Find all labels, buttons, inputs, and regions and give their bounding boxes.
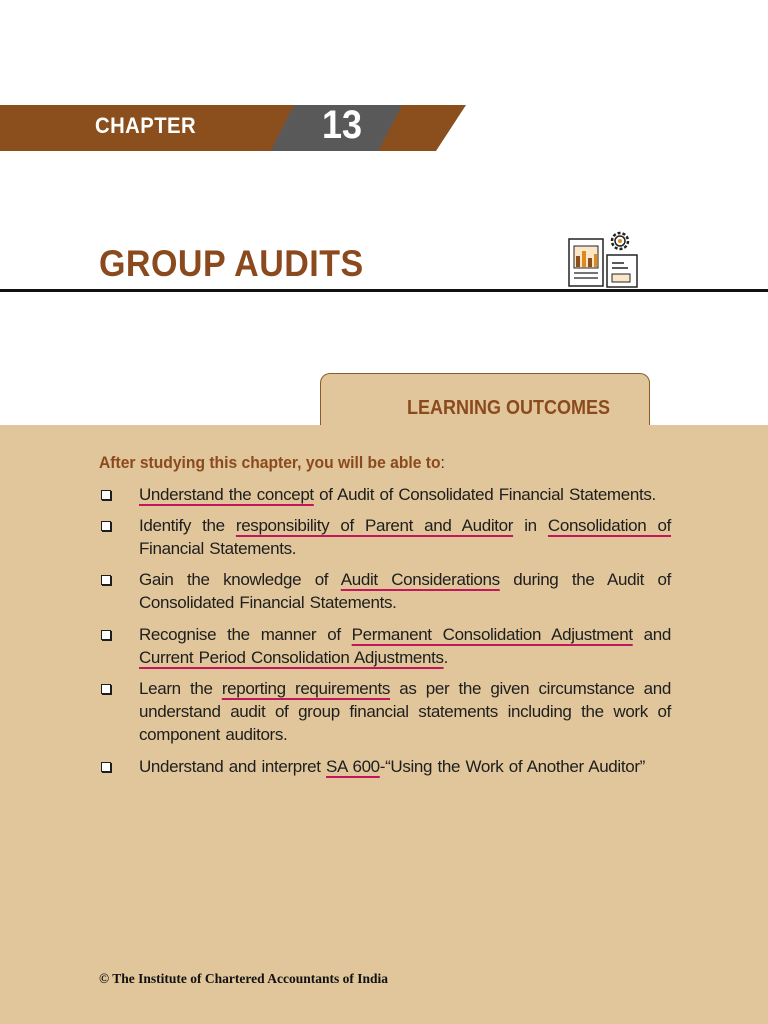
page-title: GROUP AUDITS bbox=[99, 243, 364, 284]
outcome-text-part: -“Using the Work of Another Auditor” bbox=[379, 757, 645, 776]
outcome-text bbox=[139, 483, 671, 506]
checkbox-bullet-icon bbox=[101, 575, 111, 585]
outcome-text-part: of Audit of Consolidated Financial Statements. bbox=[313, 485, 656, 504]
annotated-phrase: Understand the concept bbox=[139, 485, 314, 504]
title-divider bbox=[0, 289, 768, 292]
chapter-banner-graphic bbox=[0, 105, 466, 151]
outcome-text bbox=[139, 568, 671, 614]
chapter-label: CHAPTER bbox=[95, 113, 197, 138]
checkbox-bullet-icon bbox=[101, 762, 111, 772]
annotated-phrase: reporting requirements bbox=[221, 679, 391, 698]
outcomes-intro bbox=[99, 453, 445, 473]
outcome-item bbox=[99, 514, 671, 560]
chapter-number: 13 bbox=[321, 103, 363, 147]
outcome-item bbox=[99, 755, 671, 778]
outcome-text bbox=[139, 677, 671, 746]
outcome-text bbox=[139, 514, 671, 560]
learning-outcomes-tab bbox=[320, 373, 650, 433]
checkbox-bullet-icon bbox=[101, 490, 111, 500]
checkbox-bullet-icon bbox=[101, 630, 111, 640]
annotated-phrase: Audit Considerations bbox=[340, 570, 500, 589]
outcome-text-part: Recognise the manner of bbox=[139, 625, 352, 644]
outcomes-intro-colon: : bbox=[440, 453, 445, 472]
outcomes-intro-text: After studying this chapter, you will be able to bbox=[99, 453, 441, 472]
annotated-phrase: Permanent Consolidation Adjustment bbox=[351, 625, 633, 644]
financial-report-icon bbox=[566, 228, 640, 295]
outcome-text-part: in bbox=[513, 516, 548, 535]
outcome-text-part: Gain the knowledge of bbox=[139, 570, 341, 589]
checkbox-bullet-icon bbox=[101, 684, 111, 694]
outcome-item bbox=[99, 568, 671, 614]
outcome-text-part: as per the given circumstance and understand audit of group financial statements including the work of component auditors. bbox=[139, 679, 671, 744]
annotated-phrase: SA 600 bbox=[326, 757, 380, 776]
chapter-banner bbox=[0, 105, 466, 151]
outcome-text bbox=[139, 623, 671, 669]
outcome-text-part: during the Audit of Consolidated Financial Statements. bbox=[139, 570, 671, 612]
outcome-text-part: . bbox=[443, 648, 448, 667]
annotated-phrase: Consolidation of bbox=[547, 516, 672, 535]
copyright-notice: © The Institute of Chartered Accountants of India bbox=[99, 971, 388, 986]
learning-outcomes-title: LEARNING OUTCOMES bbox=[407, 397, 611, 419]
outcome-text-part: Understand and interpret bbox=[139, 757, 327, 776]
outcome-item bbox=[99, 483, 671, 506]
annotated-phrase: responsibility of Parent and Auditor bbox=[235, 516, 514, 535]
outcome-text-part: and bbox=[632, 625, 671, 644]
annotated-phrase: Current Period Consolidation Adjustments bbox=[139, 648, 444, 667]
outcome-item bbox=[99, 677, 671, 746]
outcome-text-part: Financial Statements. bbox=[139, 539, 297, 558]
checkbox-bullet-icon bbox=[101, 521, 111, 531]
outcome-text bbox=[139, 755, 671, 778]
outcome-text-part: Identify the bbox=[139, 516, 236, 535]
outcome-text-part: Learn the bbox=[139, 679, 222, 698]
outcome-item bbox=[99, 623, 671, 669]
